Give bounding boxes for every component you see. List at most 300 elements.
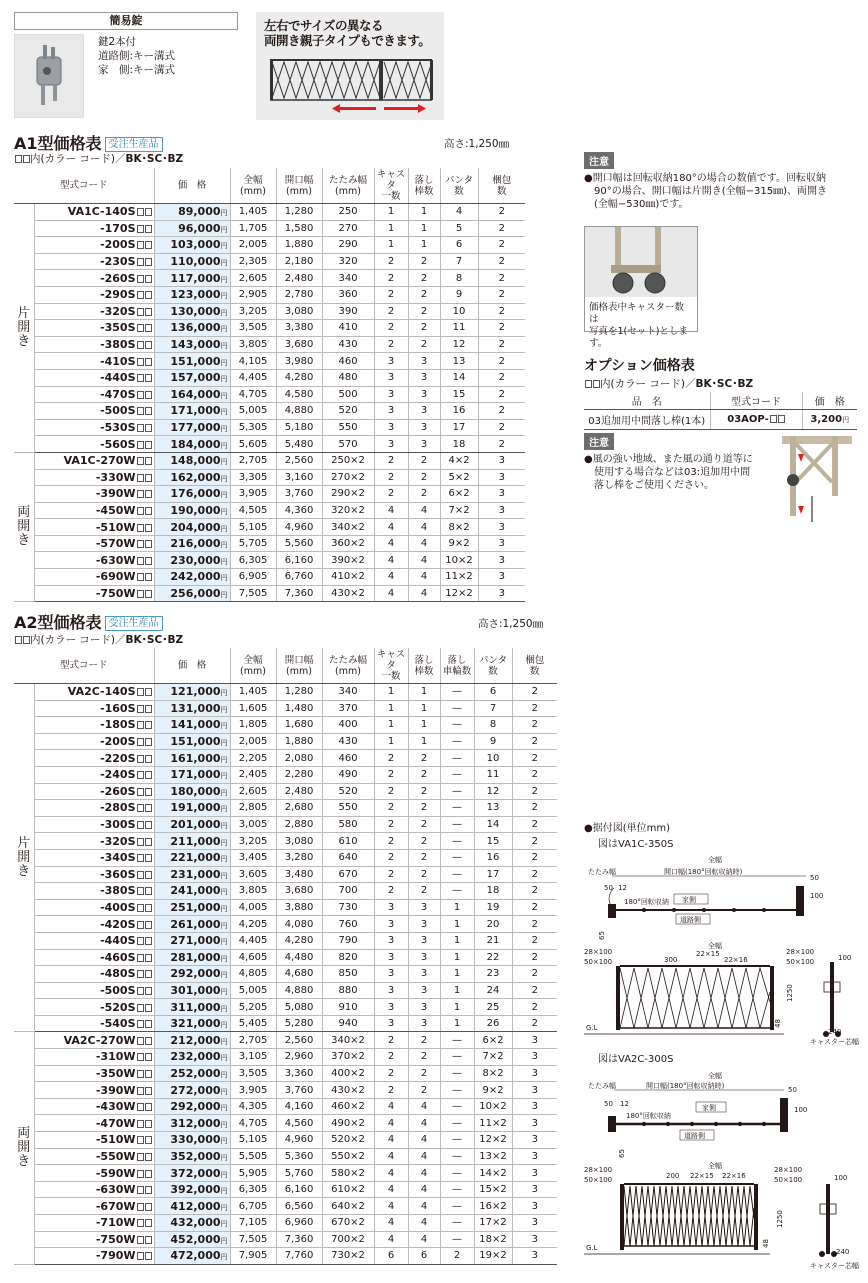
table-cell: 13×2 bbox=[474, 1148, 512, 1165]
table-cell: 6,305 bbox=[230, 552, 276, 569]
table-row bbox=[14, 833, 557, 850]
yen-unit: 円 bbox=[220, 209, 228, 218]
table-cell: 4 bbox=[408, 1098, 440, 1115]
table-cell: 2 bbox=[478, 253, 525, 270]
table-cell: 2 bbox=[374, 469, 408, 486]
table-cell: 390 bbox=[322, 303, 374, 320]
table-cell: 1 bbox=[374, 717, 408, 734]
table-cell: 15 bbox=[474, 833, 512, 850]
yen-unit: 円 bbox=[220, 292, 228, 301]
table-cell: 3 bbox=[408, 403, 440, 420]
table-cell: 6,305 bbox=[230, 1181, 276, 1198]
table-cell: 2,680 bbox=[276, 800, 322, 817]
table-cell: 3 bbox=[374, 982, 408, 999]
color-square-icon bbox=[137, 1020, 144, 1028]
table-cell: 850 bbox=[322, 966, 374, 983]
model-code-text: -470S bbox=[100, 387, 136, 401]
table-cell: 4,880 bbox=[276, 403, 322, 420]
color-square-icon bbox=[145, 1252, 152, 1260]
price bbox=[154, 386, 230, 403]
price bbox=[154, 1032, 230, 1049]
table-cell: 1 bbox=[408, 684, 440, 701]
table-cell: 21 bbox=[474, 932, 512, 949]
model-code-text: -510W bbox=[95, 1133, 136, 1147]
model-code bbox=[34, 1082, 154, 1099]
table-cell: 790 bbox=[322, 932, 374, 949]
table-cell: 3 bbox=[478, 452, 525, 469]
table-cell: 5,080 bbox=[276, 999, 322, 1016]
table-cell: 520 bbox=[322, 783, 374, 800]
table-cell: 2 bbox=[374, 270, 408, 287]
label-zenpuku: 全幅 bbox=[708, 856, 722, 864]
table-cell: 4 bbox=[408, 502, 440, 519]
table-cell: 16 bbox=[474, 849, 512, 866]
dimension-title: ●据付図(単位mm) bbox=[584, 823, 671, 834]
model-code bbox=[34, 353, 154, 370]
model-code-text: -430W bbox=[95, 1100, 136, 1114]
model-code-text: -690W bbox=[95, 570, 136, 584]
table-cell: 4,405 bbox=[230, 932, 276, 949]
color-square-icon bbox=[145, 755, 152, 763]
table-cell: 4 bbox=[408, 552, 440, 569]
table-cell: 320×2 bbox=[322, 502, 374, 519]
table-cell: 360 bbox=[322, 286, 374, 303]
model-code bbox=[34, 932, 154, 949]
table-row bbox=[14, 1115, 557, 1132]
color-square-icon bbox=[145, 887, 152, 895]
table-cell: 4 bbox=[408, 1231, 440, 1248]
model-code bbox=[34, 403, 154, 420]
group-label bbox=[14, 1032, 34, 1264]
price bbox=[154, 1115, 230, 1132]
table-cell: 4,705 bbox=[230, 1115, 276, 1132]
a2-table-body bbox=[14, 684, 557, 1265]
model-code bbox=[34, 502, 154, 519]
table-cell: 9×2 bbox=[440, 535, 478, 552]
model-code-text: -530S bbox=[100, 421, 136, 435]
price-value: 177,000 bbox=[170, 421, 221, 435]
table-cell: 390×2 bbox=[322, 552, 374, 569]
table-cell: 5,560 bbox=[276, 535, 322, 552]
table-cell: 6 bbox=[440, 237, 478, 254]
table-cell: 9 bbox=[440, 286, 478, 303]
yen-unit: 円 bbox=[220, 722, 228, 731]
table-cell: 1 bbox=[374, 237, 408, 254]
table-cell: 12×2 bbox=[440, 585, 478, 602]
table-cell: 4,280 bbox=[276, 932, 322, 949]
table-row bbox=[14, 552, 525, 569]
table-cell: 2 bbox=[408, 469, 440, 486]
table-cell: 2 bbox=[374, 1049, 408, 1066]
a1-table-header bbox=[14, 168, 525, 204]
a1-color-note bbox=[14, 151, 183, 166]
table-cell: 14 bbox=[440, 369, 478, 386]
color-square-icon bbox=[137, 771, 144, 779]
table-cell: 4 bbox=[374, 1165, 408, 1182]
model-code-text: -710W bbox=[95, 1216, 136, 1230]
table-cell: 360×2 bbox=[322, 535, 374, 552]
table-cell: 2,005 bbox=[230, 733, 276, 750]
color-square-icon bbox=[137, 1219, 144, 1227]
option-header: 型式コード bbox=[710, 392, 802, 410]
table-cell: 7×2 bbox=[440, 502, 478, 519]
table-cell: 460 bbox=[322, 750, 374, 767]
price-value: 130,000 bbox=[170, 304, 221, 318]
label-48: 48 bbox=[774, 1019, 782, 1028]
table-cell: 3,205 bbox=[230, 303, 276, 320]
table-cell: 1,680 bbox=[276, 717, 322, 734]
table-cell: 880 bbox=[322, 982, 374, 999]
promo-line: 左右でサイズの異なる bbox=[264, 18, 384, 33]
yen-unit: 円 bbox=[220, 689, 228, 698]
color-square-icon bbox=[23, 155, 30, 163]
table-cell: 340 bbox=[322, 684, 374, 701]
color-square-icon bbox=[137, 1203, 144, 1211]
table-cell: 1,580 bbox=[276, 220, 322, 237]
yen-unit: 円 bbox=[842, 416, 850, 424]
yen-unit: 円 bbox=[220, 1137, 228, 1146]
label-65: 65 bbox=[598, 931, 606, 940]
yen-unit: 円 bbox=[220, 507, 228, 516]
color-square-icon bbox=[145, 407, 152, 415]
model-code-text: -520S bbox=[100, 1000, 136, 1014]
table-cell: 4 bbox=[374, 1132, 408, 1149]
yen-unit: 円 bbox=[220, 1004, 228, 1013]
table-cell: 2,880 bbox=[276, 816, 322, 833]
a2-column-header: 全幅 (mm) bbox=[230, 648, 276, 684]
model-code bbox=[34, 237, 154, 254]
table-row bbox=[14, 419, 525, 436]
color-square-icon bbox=[137, 424, 144, 432]
table-cell: 2 bbox=[478, 386, 525, 403]
model-code bbox=[34, 733, 154, 750]
table-cell: 3 bbox=[512, 1148, 557, 1165]
color-square-icon bbox=[137, 705, 144, 713]
table-cell: 5,360 bbox=[276, 1148, 322, 1165]
price-value: 271,000 bbox=[170, 934, 221, 948]
table-cell: 2 bbox=[478, 270, 525, 287]
price-value: 251,000 bbox=[170, 901, 221, 915]
model-code bbox=[34, 883, 154, 900]
price-value: 136,000 bbox=[170, 321, 221, 335]
table-cell: 17 bbox=[440, 419, 478, 436]
price-value: 190,000 bbox=[170, 503, 221, 517]
table-cell: 3 bbox=[408, 419, 440, 436]
table-cell: 20 bbox=[474, 916, 512, 933]
table-cell: 3 bbox=[408, 899, 440, 916]
color-square-icon bbox=[137, 590, 144, 598]
note2-line: 落し棒をご使用ください。 bbox=[584, 480, 714, 491]
table-cell: 2,805 bbox=[230, 800, 276, 817]
price-value: 117,000 bbox=[170, 271, 221, 285]
table-cell: 2 bbox=[478, 320, 525, 337]
table-cell: 2 bbox=[478, 303, 525, 320]
color-square-icon bbox=[145, 1236, 152, 1244]
yen-unit: 円 bbox=[220, 1104, 228, 1113]
group-label bbox=[14, 684, 34, 1032]
table-cell: 4,580 bbox=[276, 386, 322, 403]
price-value: 261,000 bbox=[170, 917, 221, 931]
model-code bbox=[34, 220, 154, 237]
model-code bbox=[34, 783, 154, 800]
a2-header-row bbox=[14, 648, 557, 684]
table-cell: 4 bbox=[440, 204, 478, 221]
yen-unit: 円 bbox=[220, 524, 228, 533]
price bbox=[154, 916, 230, 933]
table-row bbox=[14, 1032, 557, 1049]
caster-photo bbox=[585, 227, 697, 297]
a2-badge: 受注生産品 bbox=[105, 616, 163, 631]
table-cell: 5,105 bbox=[230, 519, 276, 536]
table-cell: 3 bbox=[374, 999, 408, 1016]
promo-text bbox=[264, 18, 430, 48]
yen-unit: 円 bbox=[220, 705, 228, 714]
table-cell: 2 bbox=[408, 303, 440, 320]
a1-table-body bbox=[14, 204, 525, 602]
color-square-icon bbox=[145, 557, 152, 565]
lock-title: 簡易錠 bbox=[14, 12, 238, 30]
color-square-icon bbox=[145, 904, 152, 912]
yen-unit: 円 bbox=[220, 1220, 228, 1229]
color-square-icon bbox=[145, 225, 152, 233]
table-cell: 18×2 bbox=[474, 1231, 512, 1248]
color-square-icon bbox=[137, 208, 144, 216]
table-cell: 3 bbox=[374, 369, 408, 386]
table-cell: 6 bbox=[374, 1248, 408, 1265]
label-caster: キャスター芯幅 bbox=[810, 1038, 859, 1046]
table-cell: 4 bbox=[374, 552, 408, 569]
price-value: 176,000 bbox=[170, 487, 221, 501]
table-cell: 6×2 bbox=[440, 486, 478, 503]
table-cell: 2 bbox=[408, 800, 440, 817]
table-cell: 5,105 bbox=[230, 1132, 276, 1149]
table-cell: 2,305 bbox=[230, 253, 276, 270]
table-cell: 2 bbox=[512, 833, 557, 850]
price bbox=[154, 519, 230, 536]
lock-description bbox=[98, 35, 175, 77]
a1-column-header: パンタ数 bbox=[440, 168, 478, 204]
table-row bbox=[14, 237, 525, 254]
a2-column-header: 型式コード bbox=[14, 648, 154, 684]
yen-unit: 円 bbox=[220, 325, 228, 334]
table-cell: — bbox=[440, 684, 474, 701]
table-cell: 2 bbox=[512, 849, 557, 866]
table-cell: 12×2 bbox=[474, 1132, 512, 1149]
label-gl-2: G.L bbox=[586, 1244, 598, 1252]
table-row bbox=[14, 569, 525, 586]
table-cell: 520 bbox=[322, 403, 374, 420]
color-square-icon bbox=[137, 474, 144, 482]
price-value: 242,000 bbox=[170, 570, 221, 584]
label-12: 12 bbox=[618, 884, 627, 892]
color-square-icon bbox=[145, 573, 152, 581]
model-code-text: -320S bbox=[100, 834, 136, 848]
table-cell: 2 bbox=[374, 866, 408, 883]
table-row bbox=[14, 816, 557, 833]
option-header: 価 格 bbox=[802, 392, 857, 410]
table-cell: 3 bbox=[512, 1181, 557, 1198]
model-code bbox=[34, 1248, 154, 1265]
promo-box bbox=[256, 12, 444, 120]
model-code-text: -240S bbox=[100, 768, 136, 782]
table-cell: — bbox=[440, 1132, 474, 1149]
option-name: 03追加用中間落し棒(1本) bbox=[584, 410, 710, 430]
table-cell: 7 bbox=[474, 700, 512, 717]
option-code bbox=[710, 410, 802, 430]
price-value: 432,000 bbox=[170, 1216, 221, 1230]
price bbox=[154, 237, 230, 254]
model-code-text: -400S bbox=[100, 901, 136, 915]
price-value: 171,000 bbox=[170, 404, 221, 418]
table-cell: 3,760 bbox=[276, 486, 322, 503]
model-code bbox=[34, 833, 154, 850]
caster-caption-line: 価格表中キャスター数は bbox=[589, 302, 685, 325]
table-cell: 7,760 bbox=[276, 1248, 322, 1265]
table-row bbox=[14, 303, 525, 320]
option-code-text: 03AOP- bbox=[727, 414, 769, 425]
table-cell: 1 bbox=[374, 220, 408, 237]
yen-unit: 円 bbox=[220, 822, 228, 831]
note2-text bbox=[584, 453, 753, 492]
color-square-icon bbox=[137, 987, 144, 995]
table-cell: — bbox=[440, 783, 474, 800]
table-cell: 2 bbox=[408, 1032, 440, 1049]
table-cell: 7,360 bbox=[276, 1231, 322, 1248]
color-square-icon bbox=[145, 1070, 152, 1078]
model-code bbox=[34, 717, 154, 734]
a2-column-header: たたみ幅 (mm) bbox=[322, 648, 374, 684]
color-square-icon bbox=[145, 1037, 152, 1045]
table-row bbox=[14, 1215, 557, 1232]
table-cell: 3 bbox=[408, 1015, 440, 1032]
table-cell: 2 bbox=[374, 1082, 408, 1099]
a2-column-header: パンタ数 bbox=[474, 648, 512, 684]
table-cell: 2 bbox=[478, 237, 525, 254]
table-cell: 410×2 bbox=[322, 569, 374, 586]
table-cell: 3 bbox=[374, 899, 408, 916]
table-cell: 11×2 bbox=[474, 1115, 512, 1132]
price bbox=[154, 849, 230, 866]
color-square-icon bbox=[137, 1120, 144, 1128]
table-cell: 3,280 bbox=[276, 849, 322, 866]
table-cell: 1 bbox=[408, 220, 440, 237]
price bbox=[154, 766, 230, 783]
group-label bbox=[14, 452, 34, 601]
model-code bbox=[34, 916, 154, 933]
table-cell: 12 bbox=[440, 336, 478, 353]
model-code bbox=[34, 419, 154, 436]
color-square-icon bbox=[137, 391, 144, 399]
table-cell: 490 bbox=[322, 766, 374, 783]
table-cell: 2 bbox=[408, 270, 440, 287]
table-cell: 2 bbox=[512, 783, 557, 800]
model-code bbox=[34, 336, 154, 353]
price-value: 252,000 bbox=[170, 1066, 221, 1080]
table-row bbox=[14, 270, 525, 287]
color-square-icon bbox=[137, 225, 144, 233]
model-code-text: -750W bbox=[95, 1232, 136, 1246]
yen-unit: 円 bbox=[220, 739, 228, 748]
table-cell: 5,180 bbox=[276, 419, 322, 436]
color-square-icon bbox=[145, 590, 152, 598]
table-cell: 3 bbox=[478, 535, 525, 552]
table-row bbox=[14, 949, 557, 966]
price-value: 161,000 bbox=[170, 751, 221, 765]
yen-unit: 円 bbox=[220, 888, 228, 897]
table-cell: 3 bbox=[408, 999, 440, 1016]
color-square-icon bbox=[145, 1087, 152, 1095]
table-row bbox=[14, 519, 525, 536]
table-cell: 2 bbox=[374, 750, 408, 767]
price bbox=[154, 469, 230, 486]
a2-table-header bbox=[14, 648, 557, 684]
table-cell: 2 bbox=[374, 800, 408, 817]
table-cell: 500 bbox=[322, 386, 374, 403]
color-square-icon bbox=[145, 1020, 152, 1028]
table-cell: 3 bbox=[408, 386, 440, 403]
table-cell: 4 bbox=[374, 535, 408, 552]
price-value: 256,000 bbox=[170, 586, 221, 600]
table-cell: 4,505 bbox=[230, 502, 276, 519]
table-row bbox=[14, 999, 557, 1016]
yen-unit: 円 bbox=[220, 1153, 228, 1162]
price bbox=[154, 982, 230, 999]
table-cell: 2 bbox=[374, 1065, 408, 1082]
table-cell: 11 bbox=[440, 320, 478, 337]
model-code bbox=[34, 1098, 154, 1115]
table-cell: 1 bbox=[440, 899, 474, 916]
table-cell: 2 bbox=[512, 916, 557, 933]
table-row bbox=[14, 966, 557, 983]
model-code bbox=[34, 982, 154, 999]
model-code bbox=[34, 253, 154, 270]
table-cell: 2,560 bbox=[276, 452, 322, 469]
color-square-icon bbox=[137, 573, 144, 581]
group-label-text: 片開き bbox=[17, 835, 31, 879]
table-row bbox=[14, 452, 525, 469]
price bbox=[154, 486, 230, 503]
price-value: 312,000 bbox=[170, 1116, 221, 1130]
model-code-text: -540S bbox=[100, 1017, 136, 1031]
a1-column-header: 全幅 (mm) bbox=[230, 168, 276, 204]
yen-unit: 円 bbox=[220, 772, 228, 781]
table-cell: 2 bbox=[374, 320, 408, 337]
table-cell: 3 bbox=[478, 569, 525, 586]
a1-price-table bbox=[14, 168, 525, 602]
color-square-icon bbox=[145, 524, 152, 532]
label-zenpuku-4: 全幅 bbox=[708, 1162, 722, 1170]
table-cell: 3,905 bbox=[230, 1082, 276, 1099]
model-code-text: -200S bbox=[100, 735, 136, 749]
table-row bbox=[14, 883, 557, 900]
model-code bbox=[34, 1215, 154, 1232]
model-code bbox=[34, 1065, 154, 1082]
model-code-text: -300S bbox=[100, 818, 136, 832]
price bbox=[154, 369, 230, 386]
table-cell: 2 bbox=[408, 750, 440, 767]
model-code bbox=[34, 949, 154, 966]
price-value: 311,000 bbox=[170, 1000, 221, 1014]
table-cell: 4,160 bbox=[276, 1098, 322, 1115]
model-code bbox=[34, 750, 154, 767]
table-cell: 2 bbox=[408, 1049, 440, 1066]
color-square-icon bbox=[137, 1236, 144, 1244]
color-square-icon bbox=[145, 275, 152, 283]
price bbox=[154, 999, 230, 1016]
table-cell: 9 bbox=[474, 733, 512, 750]
price-value: 212,000 bbox=[170, 1033, 221, 1047]
color-square-icon bbox=[137, 954, 144, 962]
